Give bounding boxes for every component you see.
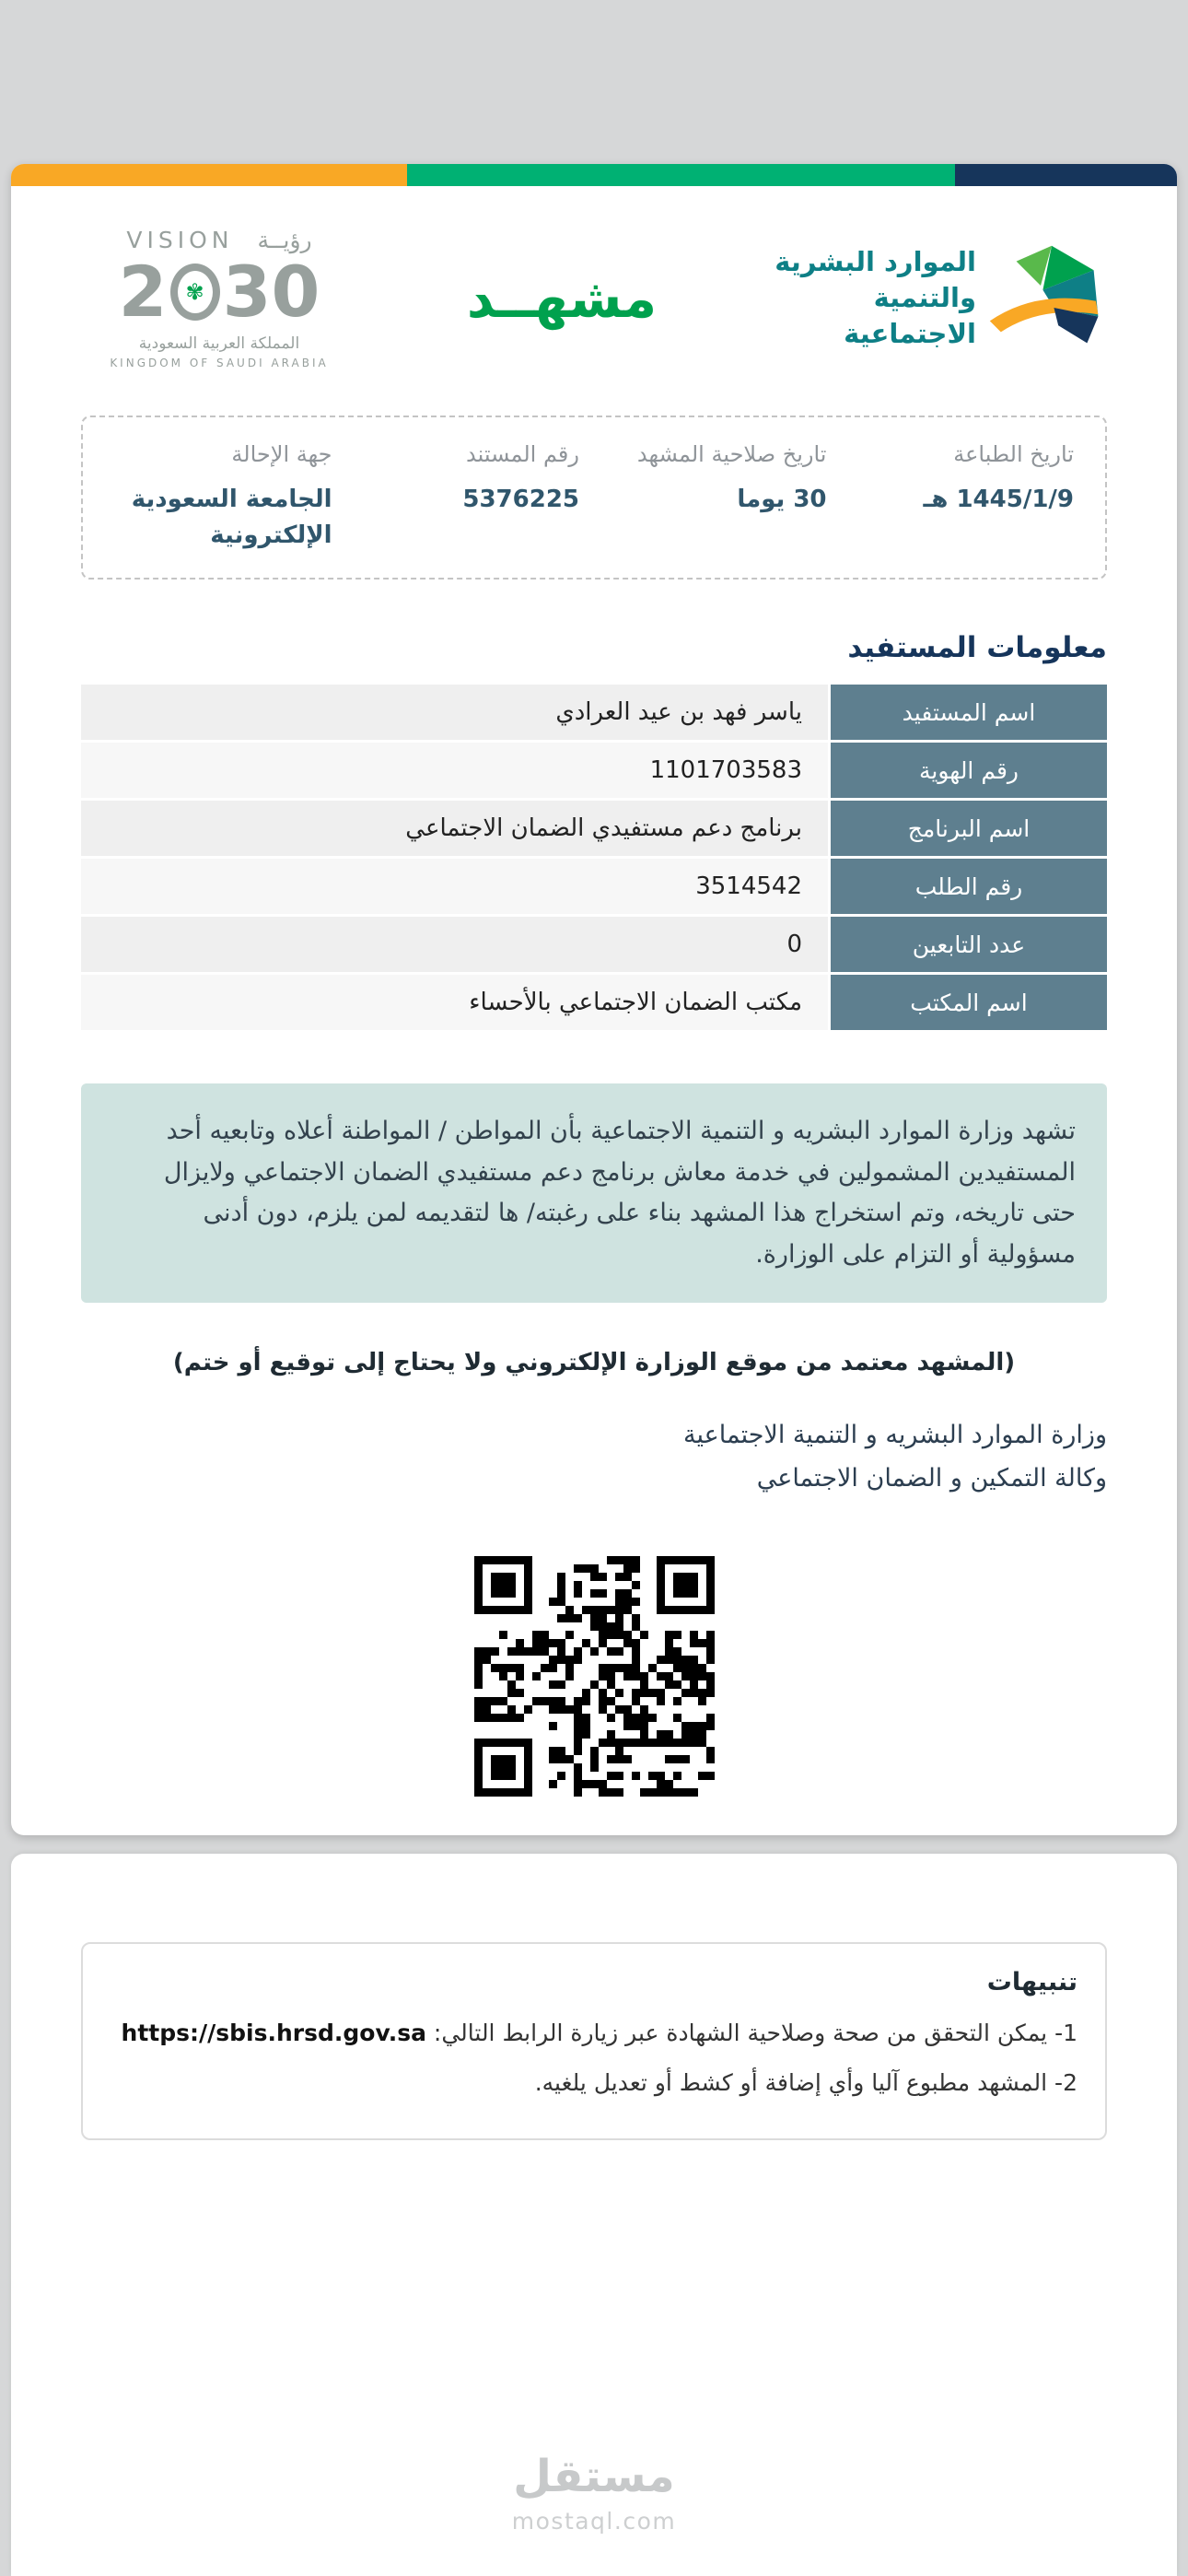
row-value: برنامج دعم مستفيدي الضمان الاجتماعي — [81, 801, 828, 856]
vision-en-text: VISION — [126, 227, 234, 253]
row-label: اسم البرنامج — [831, 801, 1107, 856]
no-stamp-needed-note: (المشهد معتمد من موقع الوزارة الإلكتروني ولا يحتاج إلى توقيع أو ختم) — [172, 1349, 1016, 1377]
meta-value: 1445/1/9 هـ — [923, 486, 1074, 513]
meta-print-date — [842, 441, 1089, 554]
stripe-green-segment — [407, 164, 955, 186]
vision-2030-year — [81, 251, 357, 333]
vision-zero-ornament — [170, 263, 220, 321]
meta-value: الجامعة السعودية الإلكترونية — [131, 486, 332, 549]
row-label: رقم الطلب — [831, 859, 1107, 914]
row-value: مكتب الضمان الاجتماعي بالأحساء — [81, 975, 828, 1030]
notes-box — [81, 1942, 1107, 2140]
issuer-ministry-line: وزارة الموارد البشريه و التنمية الاجتماعية — [683, 1421, 1107, 1450]
table-row — [81, 917, 1107, 972]
watermark-name: مستقل — [513, 2451, 675, 2502]
table-row — [81, 685, 1107, 740]
stripe-navy-segment — [955, 164, 1177, 186]
meta-value: 30 يوما — [737, 486, 827, 513]
row-label: اسم المستفيد — [831, 685, 1107, 740]
ministry-name-line1: الموارد البشرية — [775, 245, 976, 277]
watermark-domain: mostaql.com — [511, 2508, 677, 2535]
ministry-logo — [766, 241, 1107, 356]
notes-page — [11, 1854, 1177, 2576]
vision-ar-text: رؤيــة — [257, 227, 312, 253]
meta-label: جهة الإحالة — [231, 441, 332, 467]
row-label: رقم الهوية — [831, 743, 1107, 798]
note-verification-text: 1- يمكن التحقق من صحة وصلاحية الشهادة عبر زيارة الرابط التالي: — [425, 2020, 1077, 2046]
table-row — [81, 859, 1107, 914]
page-title: مشهــد — [466, 266, 658, 330]
vision-kingdom-en: KINGDOM OF SAUDI ARABIA — [110, 357, 329, 369]
mostaql-watermark — [11, 2451, 1177, 2535]
issuer-signature-block — [81, 1413, 1107, 1501]
table-row — [81, 801, 1107, 856]
attestation-paragraph: تشهد وزارة الموارد البشريه و التنمية الاجتماعية بأن المواطن / المواطنة أعلاه وتابعيه أحد المستفيدين المشمولين في خدمة معاش برنامج دعم مستفيدي الضمان الاجتماعي ولايزال حتى تاريخه، وتم استخراج هذا المشهد بناء على رغبته/ ها لتقديمه لمن يلزم، دون أدنى مسؤولية أو التزام على الوزارة. — [81, 1083, 1107, 1303]
palm-icon: ✾ — [185, 279, 204, 305]
vision2030-logo — [81, 227, 357, 369]
row-value: 0 — [81, 917, 828, 972]
verification-link[interactable]: https://sbis.hrsd.gov.sa — [121, 2020, 426, 2046]
meta-value: 5376225 — [462, 486, 579, 513]
ministry-bird-icon — [985, 241, 1107, 356]
note-verification-line — [111, 2015, 1077, 2052]
document-header — [81, 227, 1107, 369]
row-value: ياسر فهد بن عيد العرادي — [81, 685, 828, 740]
meta-document-number — [347, 441, 595, 554]
meta-validity — [594, 441, 842, 554]
meta-referral-entity — [99, 441, 347, 554]
brand-stripe — [11, 164, 1177, 186]
document-meta-box — [81, 416, 1107, 580]
row-value: 3514542 — [81, 859, 828, 914]
row-value: 1101703583 — [81, 743, 828, 798]
ministry-name-line2: والتنمية الاجتماعية — [844, 281, 976, 350]
issuer-agency-line: وكالة التمكين و الضمان الاجتماعي — [756, 1464, 1107, 1493]
section-title-beneficiary-info: معلومات المستفيد — [847, 631, 1107, 664]
row-label: اسم المكتب — [831, 975, 1107, 1030]
row-label: عدد التابعين — [831, 917, 1107, 972]
meta-label: رقم المستند — [465, 441, 579, 467]
note-printed-line: 2- المشهد مطبوع آليا وأي إضافة أو كشط أو تعديل يلغيه. — [534, 2069, 1077, 2096]
vision-year-30: 30 — [222, 251, 320, 333]
table-row — [81, 975, 1107, 1030]
certificate-page — [11, 164, 1177, 1835]
meta-label: تاريخ الطباعة — [953, 441, 1074, 467]
qr-code — [474, 1556, 715, 1797]
vision-kingdom-ar: المملكة العربية السعودية — [138, 334, 300, 353]
notes-title: تنبيهات — [986, 1968, 1077, 1996]
meta-label: تاريخ صلاحية المشهد — [636, 441, 827, 467]
beneficiary-info-table — [81, 685, 1107, 1030]
table-row — [81, 743, 1107, 798]
stripe-orange-segment — [11, 164, 407, 186]
vision-year-2: 2 — [118, 251, 168, 333]
